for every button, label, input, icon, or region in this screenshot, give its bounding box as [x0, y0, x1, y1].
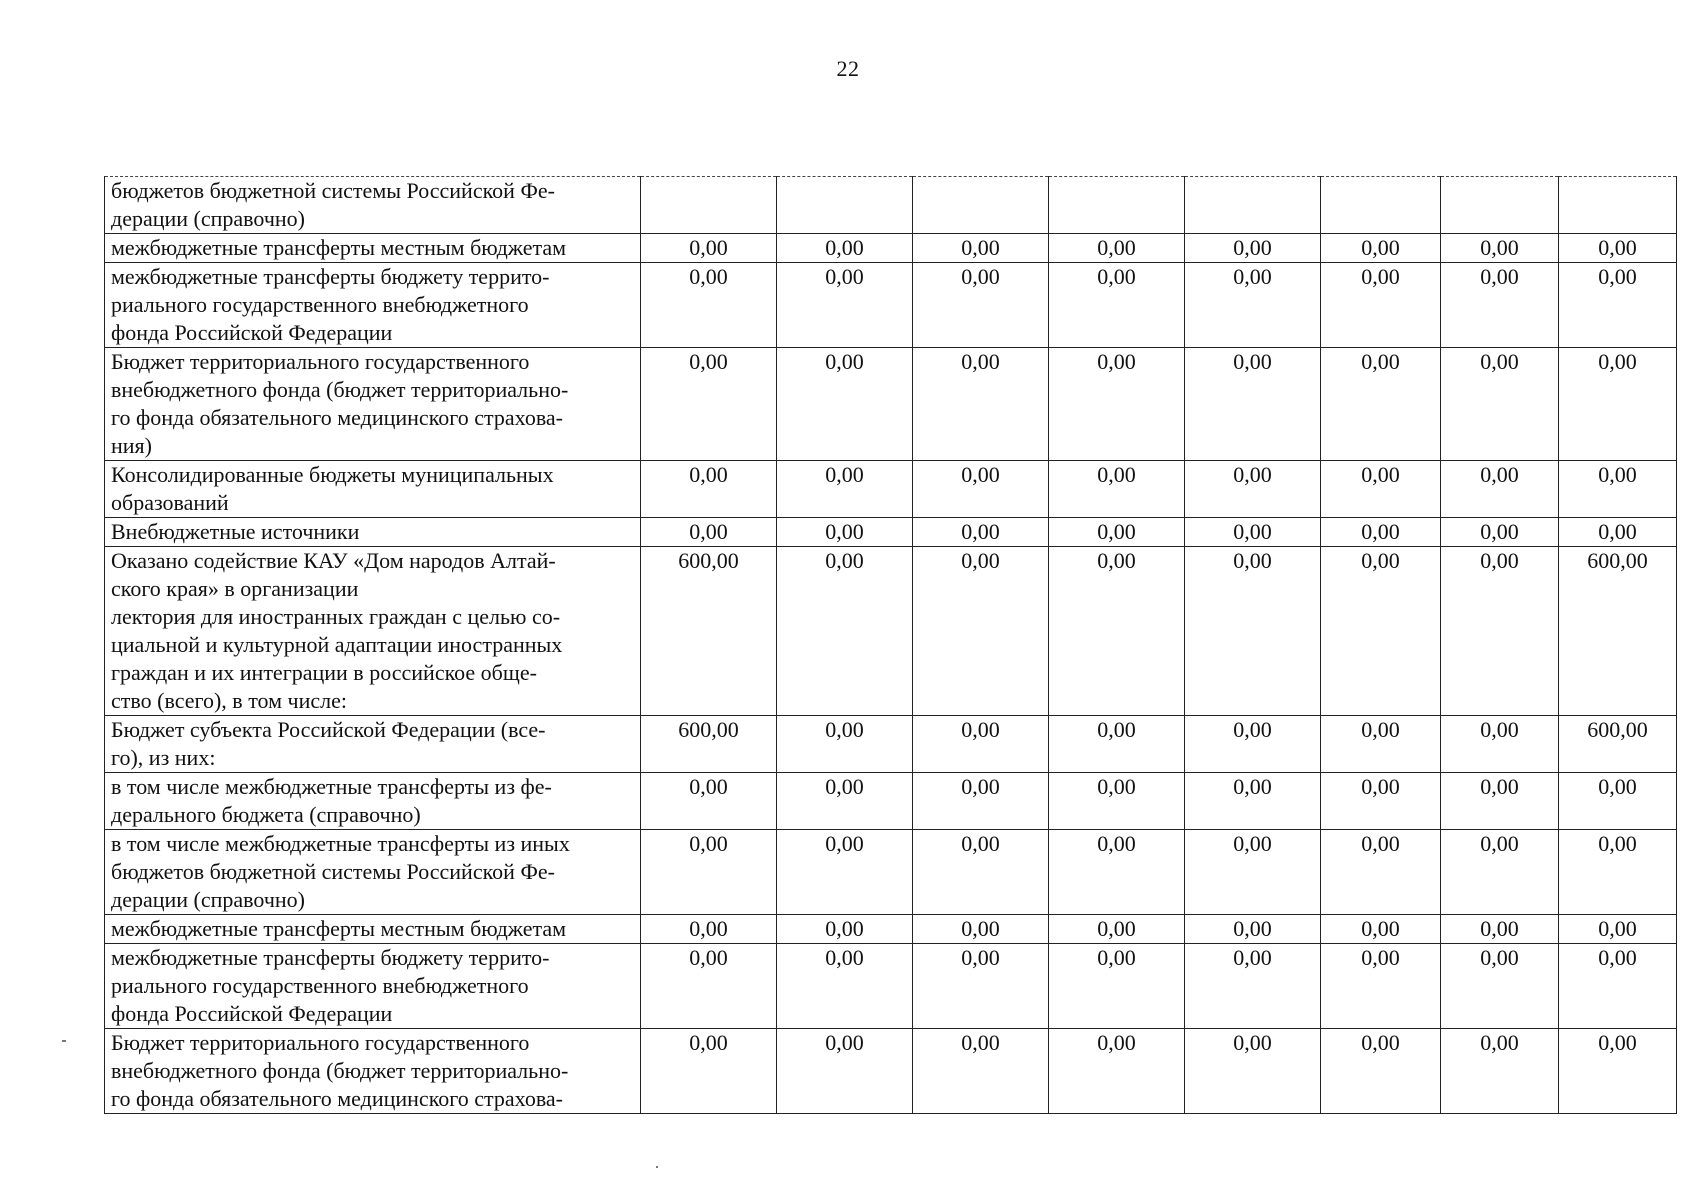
value-cell: 0,00: [1049, 547, 1185, 716]
row-label-line: внебюджетного фонда (бюджет территориально-: [111, 1058, 569, 1083]
value-cell: 0,00: [777, 915, 913, 944]
value-cell: 0,00: [913, 830, 1049, 915]
value-cell: 0,00: [1049, 461, 1185, 518]
value-cell: 0,00: [913, 1029, 1049, 1114]
value-cell: 0,00: [1559, 518, 1677, 547]
row-label-line: межбюджетные трансферты местным бюджетам: [111, 235, 567, 260]
value-cell: 0,00: [913, 518, 1049, 547]
row-label-line: межбюджетные трансферты местным бюджетам: [111, 916, 567, 941]
value-cell: 0,00: [641, 915, 777, 944]
row-label-line: в том числе межбюджетные трансферты из иных: [111, 831, 570, 856]
row-label-cell: [105, 830, 641, 915]
value-cell: 0,00: [1559, 263, 1677, 348]
value-cell: 0,00: [641, 773, 777, 830]
value-cell: 0,00: [1049, 348, 1185, 461]
row-label-line: фонда Российской Федерации: [111, 320, 393, 345]
value-cell: 0,00: [777, 716, 913, 773]
value-cell: 0,00: [1441, 944, 1559, 1029]
value-cell: 0,00: [641, 234, 777, 263]
value-cell: 0,00: [1185, 773, 1321, 830]
table-row: [105, 915, 1677, 944]
value-cell: 0,00: [777, 518, 913, 547]
value-cell: 0,00: [641, 830, 777, 915]
table-row: [105, 547, 1677, 716]
value-cell: 0,00: [777, 348, 913, 461]
scan-speck: [656, 1166, 658, 1168]
row-label-cell: [105, 1029, 641, 1114]
value-cell: 0,00: [1559, 461, 1677, 518]
value-cell: 0,00: [1559, 773, 1677, 830]
value-cell: 0,00: [1441, 915, 1559, 944]
row-label-line: Бюджет территориального государственного: [111, 349, 530, 374]
table-row: [105, 348, 1677, 461]
value-cell: [1559, 177, 1677, 234]
row-label-cell: [105, 773, 641, 830]
row-label-line: фонда Российской Федерации: [111, 1001, 393, 1026]
row-label-cell: [105, 234, 641, 263]
value-cell: 0,00: [1185, 716, 1321, 773]
row-label-line: риального государственного внебюджетного: [111, 292, 529, 317]
value-cell: 0,00: [1185, 461, 1321, 518]
row-label-line: го фонда обязательного медицинского страхова-: [111, 1086, 564, 1111]
row-label-line: Внебюджетные источники: [111, 519, 360, 544]
value-cell: 0,00: [777, 944, 913, 1029]
row-label-line: образований: [111, 490, 229, 515]
value-cell: 0,00: [1559, 234, 1677, 263]
value-cell: 0,00: [1321, 547, 1441, 716]
table-row: [105, 263, 1677, 348]
row-label-line: ство (всего), в том числе:: [111, 688, 347, 713]
value-cell: 0,00: [1321, 348, 1441, 461]
row-label-cell: [105, 263, 641, 348]
value-cell: 0,00: [913, 547, 1049, 716]
row-label-line: дерации (справочно): [111, 887, 306, 912]
value-cell: 0,00: [1441, 773, 1559, 830]
value-cell: 0,00: [1321, 461, 1441, 518]
value-cell: 0,00: [1049, 773, 1185, 830]
row-label-cell: [105, 177, 641, 234]
row-label-line: риального государственного внебюджетного: [111, 973, 529, 998]
value-cell: 0,00: [1049, 234, 1185, 263]
row-label-line: ского края» в организации: [111, 576, 359, 601]
value-cell: 0,00: [777, 773, 913, 830]
value-cell: 0,00: [1321, 944, 1441, 1029]
value-cell: 0,00: [1559, 944, 1677, 1029]
value-cell: 0,00: [1441, 234, 1559, 263]
budget-table: [104, 176, 1677, 1114]
row-label-line: циальной и культурной адаптации иностранных: [111, 632, 563, 657]
row-label-cell: [105, 348, 641, 461]
value-cell: 0,00: [913, 234, 1049, 263]
value-cell: 600,00: [1559, 547, 1677, 716]
table-row: [105, 461, 1677, 518]
row-label-line: Бюджет территориального государственного: [111, 1030, 530, 1055]
value-cell: 0,00: [1321, 830, 1441, 915]
table-row: [105, 716, 1677, 773]
row-label-line: го), из них:: [111, 745, 216, 770]
value-cell: 0,00: [1185, 1029, 1321, 1114]
value-cell: 0,00: [641, 263, 777, 348]
row-label-cell: [105, 944, 641, 1029]
row-label-line: Бюджет субъекта Российской Федерации (все-: [111, 717, 546, 742]
table-row: [105, 234, 1677, 263]
value-cell: [777, 177, 913, 234]
row-label-line: межбюджетные трансферты бюджету террито-: [111, 264, 550, 289]
value-cell: [1441, 177, 1559, 234]
table-row: [105, 1029, 1677, 1114]
table-row: [105, 944, 1677, 1029]
value-cell: 0,00: [1049, 830, 1185, 915]
value-cell: 0,00: [1559, 1029, 1677, 1114]
value-cell: 0,00: [1185, 518, 1321, 547]
value-cell: 0,00: [1049, 1029, 1185, 1114]
page-number: 22: [836, 56, 860, 81]
value-cell: 0,00: [1185, 263, 1321, 348]
row-label-line: го фонда обязательного медицинского страхова-: [111, 405, 564, 430]
row-label-line: дерального бюджета (справочно): [111, 802, 421, 827]
value-cell: 0,00: [1441, 518, 1559, 547]
value-cell: 0,00: [1559, 915, 1677, 944]
value-cell: 600,00: [641, 547, 777, 716]
value-cell: 600,00: [641, 716, 777, 773]
table-row: [105, 177, 1677, 234]
value-cell: 0,00: [913, 773, 1049, 830]
value-cell: 0,00: [1185, 234, 1321, 263]
value-cell: 0,00: [913, 944, 1049, 1029]
value-cell: 0,00: [1321, 1029, 1441, 1114]
row-label-cell: [105, 461, 641, 518]
value-cell: 0,00: [1049, 263, 1185, 348]
value-cell: 0,00: [1321, 234, 1441, 263]
value-cell: 0,00: [913, 461, 1049, 518]
value-cell: 0,00: [777, 1029, 913, 1114]
value-cell: 0,00: [777, 547, 913, 716]
table-row: [105, 830, 1677, 915]
value-cell: [913, 177, 1049, 234]
value-cell: 0,00: [641, 1029, 777, 1114]
value-cell: 0,00: [1049, 518, 1185, 547]
row-label-cell: [105, 518, 641, 547]
value-cell: 0,00: [1049, 716, 1185, 773]
value-cell: 0,00: [1321, 773, 1441, 830]
row-label-line: Консолидированные бюджеты муниципальных: [111, 462, 554, 487]
value-cell: 0,00: [1441, 263, 1559, 348]
value-cell: 0,00: [1321, 915, 1441, 944]
value-cell: 0,00: [641, 461, 777, 518]
scan-speck: [62, 1040, 66, 1042]
row-label-line: бюджетов бюджетной системы Российской Фе-: [111, 859, 555, 884]
table-row: [105, 773, 1677, 830]
value-cell: 0,00: [1185, 348, 1321, 461]
table-row: [105, 518, 1677, 547]
table-body: [105, 177, 1677, 1114]
value-cell: 0,00: [1321, 716, 1441, 773]
row-label-line: дерации (справочно): [111, 206, 306, 231]
value-cell: 0,00: [1185, 944, 1321, 1029]
value-cell: 0,00: [777, 263, 913, 348]
row-label-line: лектория для иностранных граждан с целью со-: [111, 604, 561, 629]
row-label-line: граждан и их интеграции в российское обще-: [111, 660, 537, 685]
row-label-cell: [105, 547, 641, 716]
value-cell: 0,00: [777, 234, 913, 263]
value-cell: 0,00: [641, 944, 777, 1029]
value-cell: 0,00: [1321, 518, 1441, 547]
value-cell: 0,00: [913, 716, 1049, 773]
value-cell: [641, 177, 777, 234]
value-cell: 0,00: [1441, 1029, 1559, 1114]
row-label-line: Оказано содействие КАУ «Дом народов Алтай-: [111, 548, 556, 573]
value-cell: 0,00: [777, 461, 913, 518]
value-cell: 0,00: [1185, 915, 1321, 944]
row-label-line: в том числе межбюджетные трансферты из фе-: [111, 774, 552, 799]
value-cell: 0,00: [1559, 830, 1677, 915]
value-cell: 0,00: [1441, 461, 1559, 518]
value-cell: 0,00: [1185, 547, 1321, 716]
value-cell: 600,00: [1559, 716, 1677, 773]
value-cell: 0,00: [1441, 348, 1559, 461]
value-cell: 0,00: [1559, 348, 1677, 461]
value-cell: [1321, 177, 1441, 234]
value-cell: 0,00: [1185, 830, 1321, 915]
value-cell: 0,00: [913, 915, 1049, 944]
value-cell: 0,00: [1441, 547, 1559, 716]
value-cell: 0,00: [1049, 944, 1185, 1029]
row-label-line: внебюджетного фонда (бюджет территориально-: [111, 377, 569, 402]
row-label-line: бюджетов бюджетной системы Российской Фе-: [111, 178, 555, 203]
value-cell: 0,00: [641, 348, 777, 461]
value-cell: 0,00: [913, 263, 1049, 348]
row-label-cell: [105, 915, 641, 944]
value-cell: 0,00: [1441, 830, 1559, 915]
value-cell: 0,00: [777, 830, 913, 915]
row-label-line: ния): [111, 433, 152, 458]
value-cell: 0,00: [913, 348, 1049, 461]
row-label-line: межбюджетные трансферты бюджету террито-: [111, 945, 550, 970]
value-cell: [1185, 177, 1321, 234]
value-cell: 0,00: [1049, 915, 1185, 944]
value-cell: 0,00: [1441, 716, 1559, 773]
value-cell: 0,00: [1321, 263, 1441, 348]
row-label-cell: [105, 716, 641, 773]
value-cell: [1049, 177, 1185, 234]
value-cell: 0,00: [641, 518, 777, 547]
